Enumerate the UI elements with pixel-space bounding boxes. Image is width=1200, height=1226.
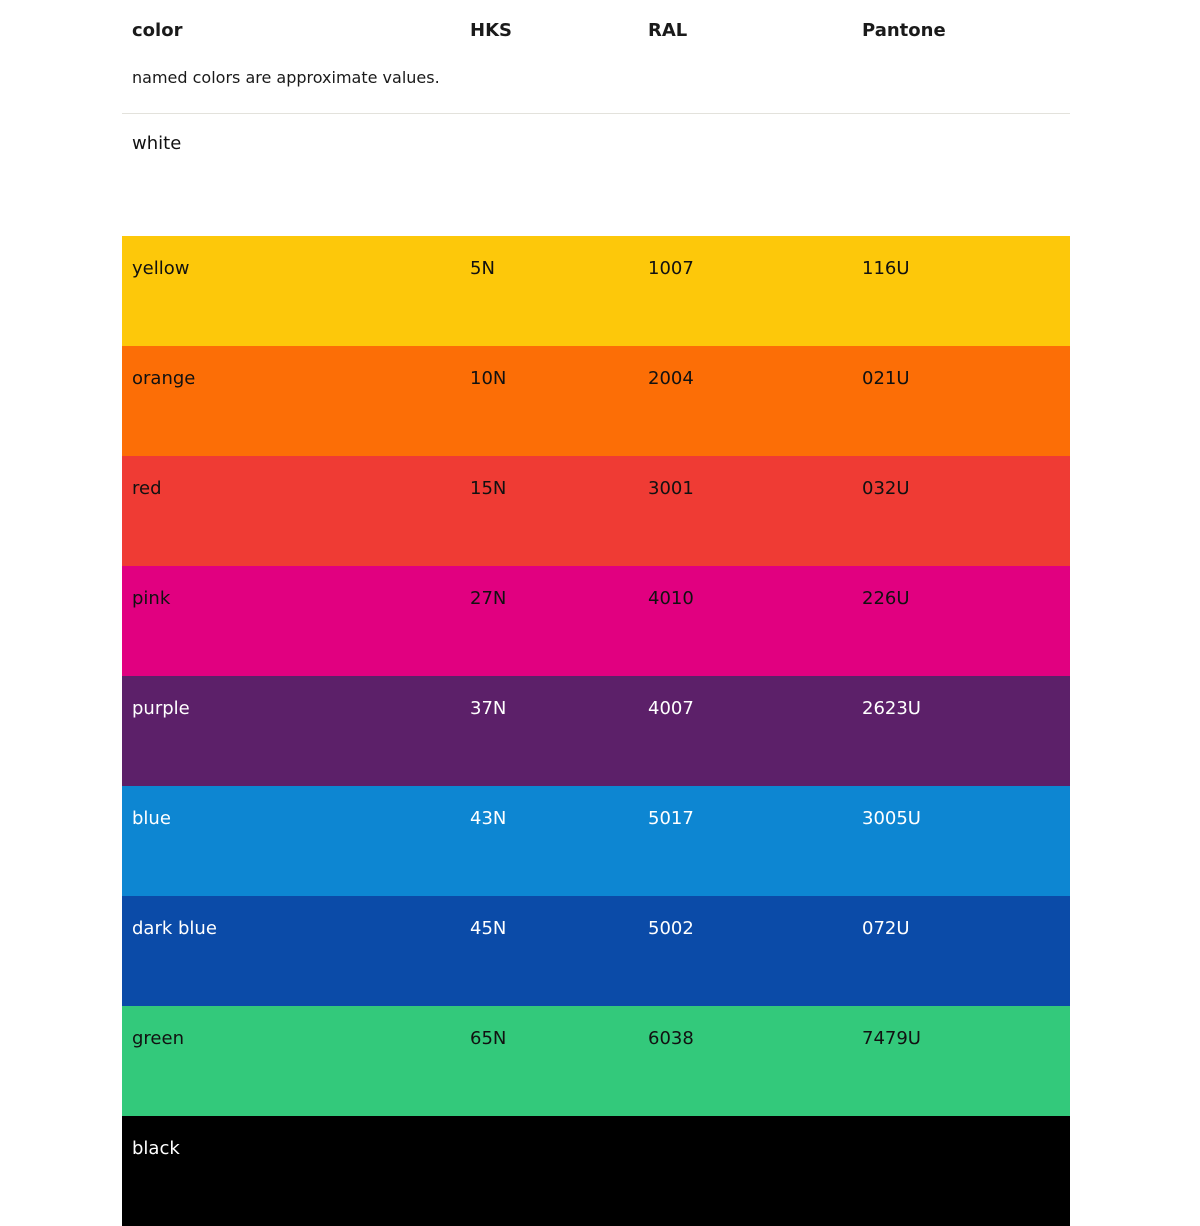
- cell-ral: [638, 110, 852, 220]
- cell-pantone: 226U: [862, 588, 910, 609]
- cell-color-name: red: [132, 478, 162, 499]
- table-row: [122, 236, 1070, 346]
- cell-pantone: 072U: [862, 918, 910, 939]
- table-row: [122, 566, 1070, 676]
- cell-ral: 3001: [648, 478, 694, 499]
- table-row: [122, 1116, 1070, 1226]
- table-row: [122, 896, 1070, 1006]
- note-spacer-hks: [460, 58, 638, 110]
- cell-hks: 10N: [470, 368, 507, 389]
- color-table: [122, 0, 1070, 1226]
- cell-color-name: black: [132, 1138, 180, 1159]
- cell-pantone: 2623U: [862, 698, 921, 719]
- cell-hks: 27N: [470, 588, 507, 609]
- cell-pantone: 032U: [862, 478, 910, 499]
- table-header-row: [122, 0, 1070, 58]
- cell-color-name: blue: [132, 808, 171, 829]
- table-spacer-row: [122, 220, 1070, 236]
- cell-color-name: yellow: [132, 258, 190, 279]
- approximation-note: named colors are approximate values.: [132, 68, 440, 87]
- cell-hks: 5N: [470, 258, 495, 279]
- cell-color-name: orange: [132, 368, 196, 389]
- table-row: [122, 346, 1070, 456]
- cell-ral: [638, 1116, 852, 1226]
- cell-color-name: purple: [132, 698, 190, 719]
- table-row: [122, 1006, 1070, 1116]
- cell-ral: 2004: [648, 368, 694, 389]
- column-header-pantone: Pantone: [862, 20, 946, 41]
- cell-hks: 15N: [470, 478, 507, 499]
- cell-color-name: green: [132, 1028, 184, 1049]
- cell-ral: 1007: [648, 258, 694, 279]
- table-body: [122, 110, 1070, 1226]
- cell-pantone: 021U: [862, 368, 910, 389]
- note-spacer-ral: [638, 58, 852, 110]
- header-divider: [122, 113, 1070, 114]
- cell-ral: 4010: [648, 588, 694, 609]
- cell-hks: 43N: [470, 808, 507, 829]
- cell-color-name: white: [132, 133, 182, 154]
- cell-pantone: 116U: [862, 258, 910, 279]
- cell-pantone: [852, 110, 1070, 220]
- cell-hks: 45N: [470, 918, 507, 939]
- cell-ral: 4007: [648, 698, 694, 719]
- cell-hks: 37N: [470, 698, 507, 719]
- cell-color-name: dark blue: [132, 918, 217, 939]
- table-row: [122, 456, 1070, 566]
- column-header-ral: RAL: [648, 20, 688, 41]
- column-header-hks: HKS: [470, 20, 512, 41]
- cell-color-name: pink: [132, 588, 171, 609]
- cell-hks: 65N: [470, 1028, 507, 1049]
- cell-ral: 5017: [648, 808, 694, 829]
- cell-pantone: 3005U: [862, 808, 921, 829]
- column-header-color: color: [132, 20, 183, 41]
- note-spacer-pantone: [852, 58, 1070, 110]
- cell-hks: [460, 110, 638, 220]
- cell-ral: 6038: [648, 1028, 694, 1049]
- cell-pantone: 7479U: [862, 1028, 921, 1049]
- table-row: [122, 676, 1070, 786]
- cell-pantone: [852, 1116, 1070, 1226]
- table-row: [122, 786, 1070, 896]
- cell-ral: 5002: [648, 918, 694, 939]
- cell-hks: [460, 1116, 638, 1226]
- table-note-row: [122, 58, 1070, 110]
- table-row: [122, 110, 1070, 220]
